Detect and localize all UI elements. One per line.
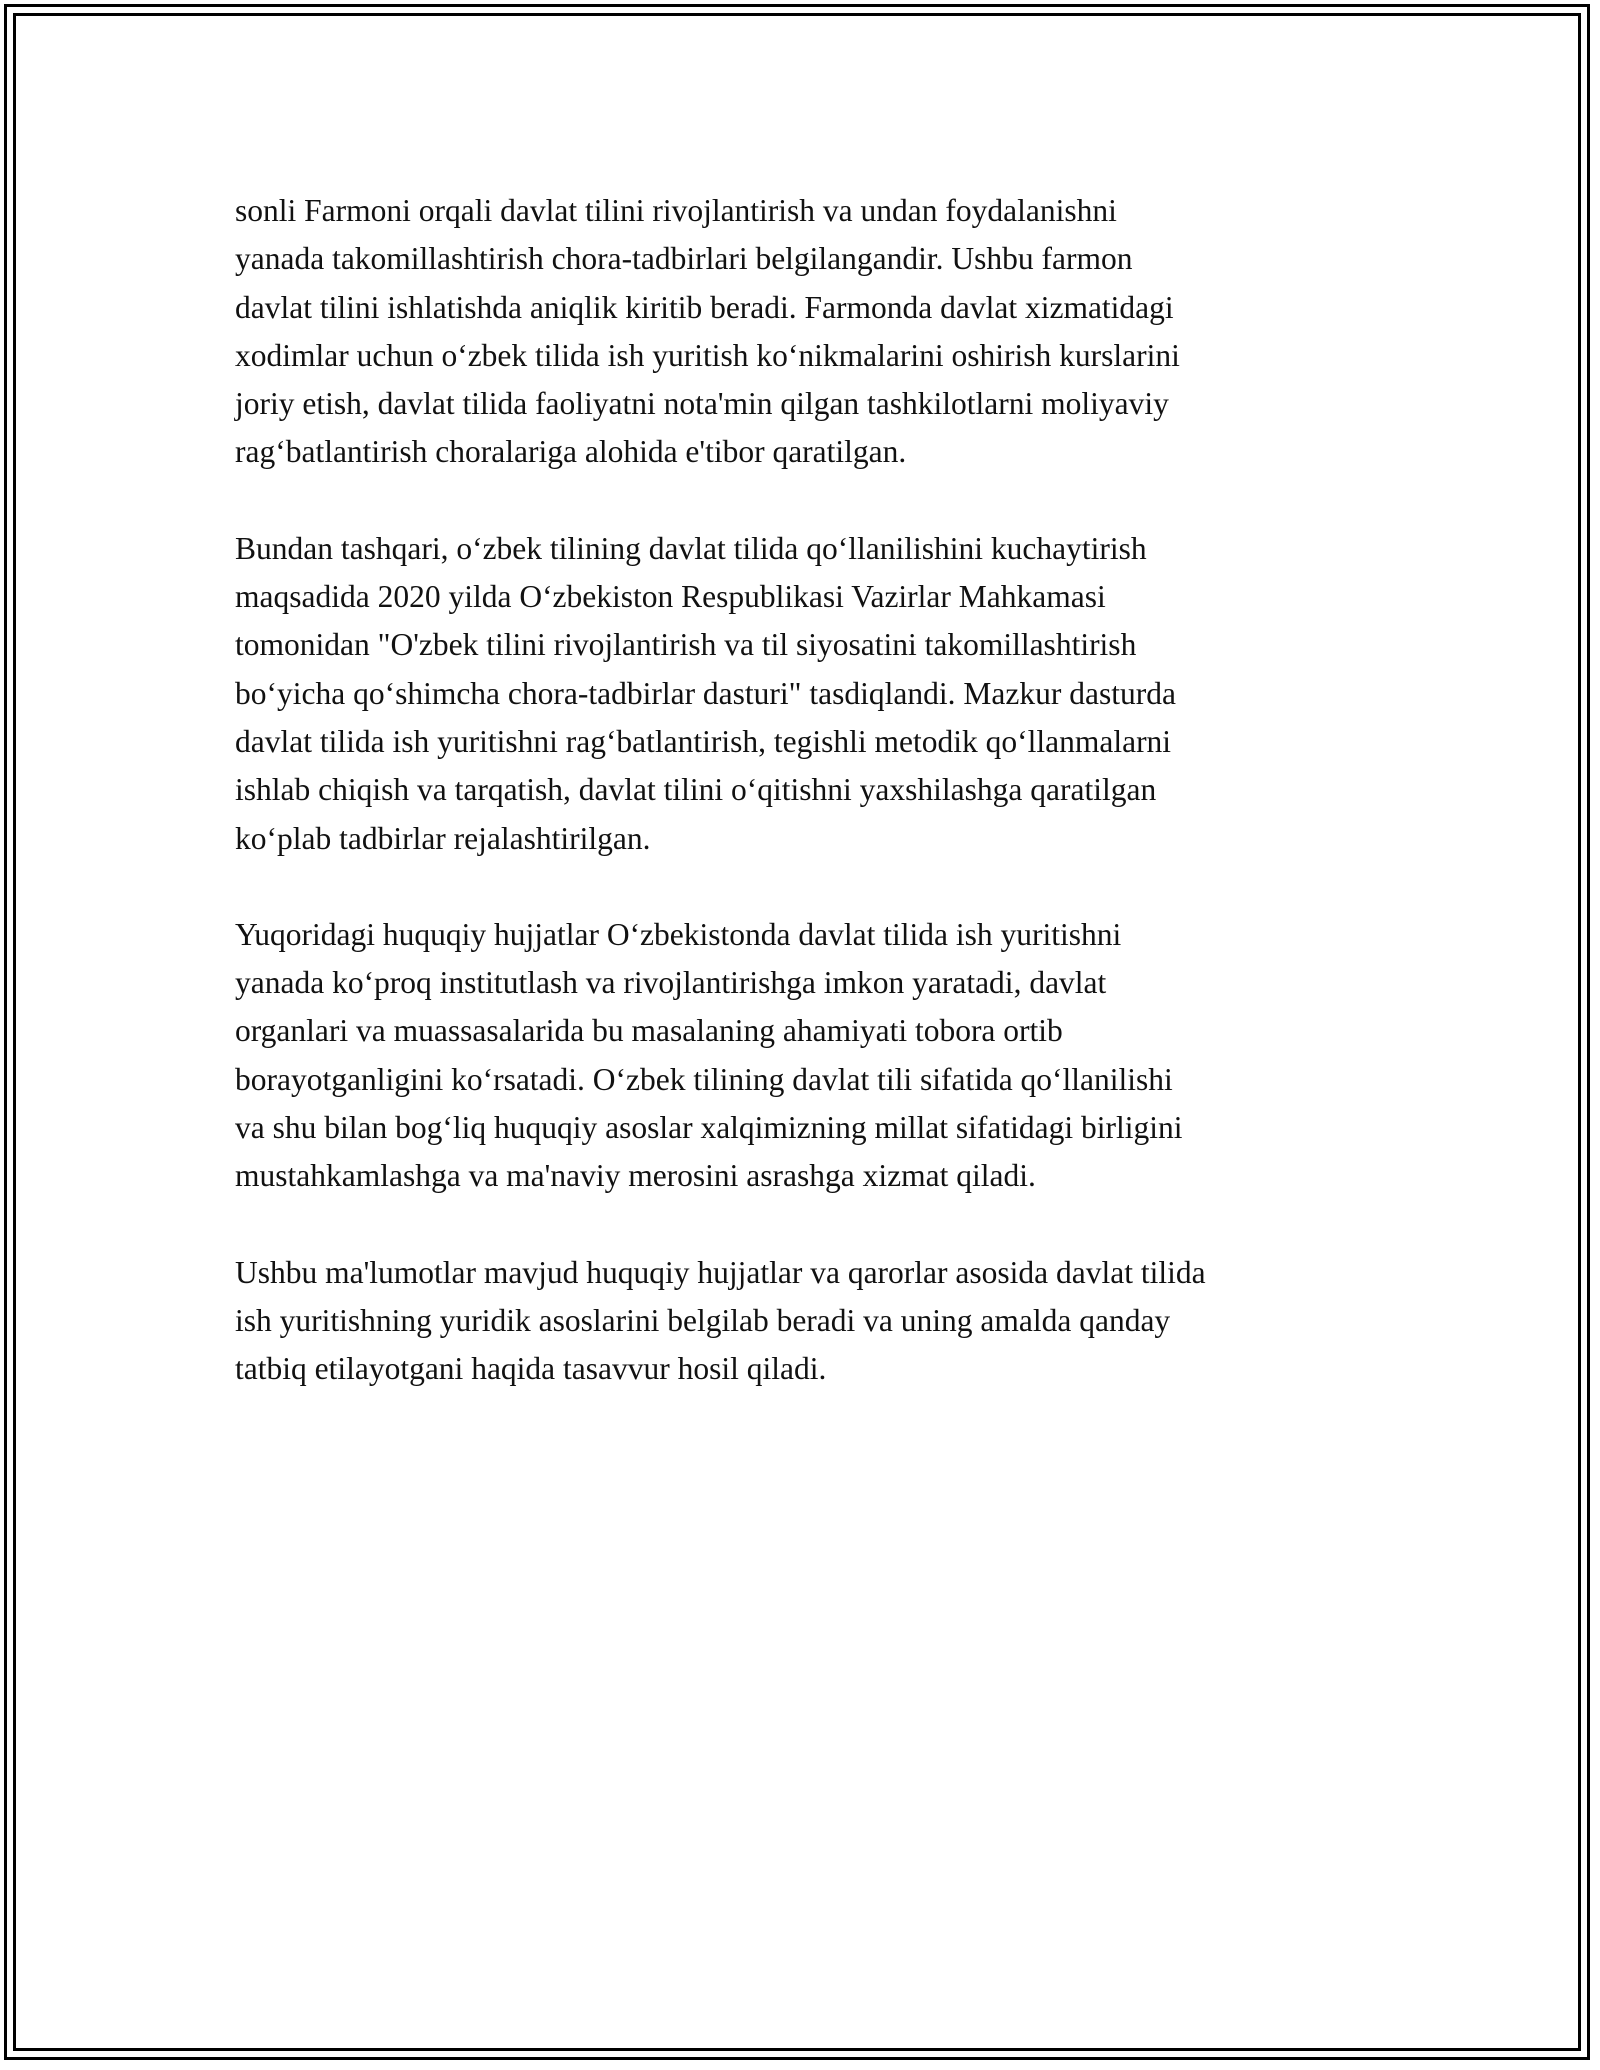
paragraph-3: Yuqoridagi huquqiy hujjatlar O‘zbekistonda davlat tilida ish yuritishni yanada ko‘proq institutlash va rivojlantirishga imkon yaratadi, davlat organlari va muassasalarida bu masalaning ahamiyati tobora ortib borayotganligini ko‘rsatadi. O‘zbek tilining davlat tili sifatida qo‘llanilishi va shu bilan bog‘liq huquqiy asoslar xalqimizning millat sifatidagi birligini mustahkamlashga va ma'naviy merosini asrashga xizmat qiladi. <box>235 916 1183 1194</box>
paragraph-1: sonli Farmoni orqali davlat tilini rivojlantirish va undan foydalanishni yanada takomillashtirish chora-tadbirlari belgilangandir. Ushbu farmon davlat tilini ishlatishda aniqlik kiritib beradi. Farmonda davlat xizmatidagi xodimlar uchun o‘zbek tilida ish yuritish ko‘nikmalarini oshirish kurslarini joriy etish, davlat tilida faoliyatni nota'min qilgan tashkilotlarni moliyaviy rag‘batlantirish choralariga alohida e'tibor qaratilgan. <box>235 193 1180 470</box>
document-body <box>235 187 1375 1442</box>
paragraph-2: Bundan tashqari, o‘zbek tilining davlat tilida qo‘llanilishini kuchaytirish maqsadida 2020 yilda O‘zbekiston Respublikasi Vazirlar Mahkamasi tomonidan "O'zbek tilini rivojlantirish va til siyosatini takomillashtirish bo‘yicha qo‘shimcha chora-tadbirlar dasturi" tasdiqlandi. Mazkur dasturda davlat tilida ish yuritishni rag‘batlantirish, tegishli metodik qo‘llanmalarni ishlab chiqish va tarqatish, davlat tilini o‘qitishni yaxshilashga qaratilgan ko‘plab tadbirlar rejalashtirilgan. <box>235 530 1176 856</box>
paragraph-4: Ushbu ma'lumotlar mavjud huquqiy hujjatlar va qarorlar asosida davlat tilida ish yuritishning yuridik asoslarini belgilab beradi va uning amalda qanday tatbiq etilayotgani haqida tasavvur hosil qiladi. <box>235 1254 1206 1387</box>
